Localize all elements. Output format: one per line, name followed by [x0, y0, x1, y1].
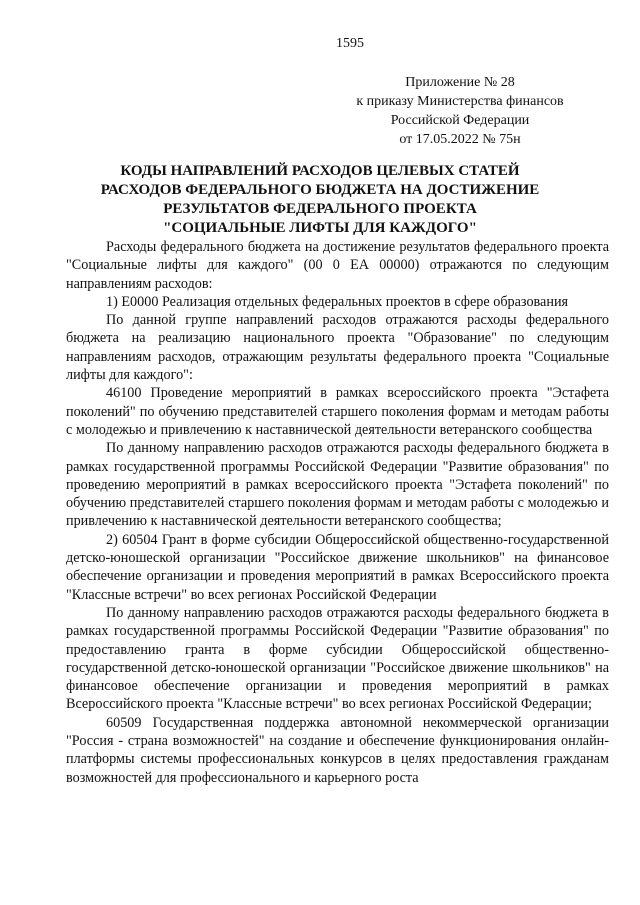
paragraph-60504-description: По данному направлению расходов отражаются расходы федерального бюджета в рамках государственной программы Российской Федерации "Развитие образования" по предоставлению гранта в форме субсидии Общероссийской общественно-государственной детско-юношеской организации "Российское движение школьников" на финансовое обеспечение организации и проведения мероприятий в рамках Всероссийского проекта "Классные встречи" во всех регионах Российской Федерации; — [66, 604, 609, 713]
paragraph-item-1: 1) Е0000 Реализация отдельных федеральных проектов в сфере образования — [106, 293, 569, 310]
annex-line-3: Российской Федерации — [390, 113, 530, 128]
annex-line-2: к приказу Министерства финансов — [356, 94, 564, 109]
document-title — [60, 162, 580, 238]
title-line-2: РАСХОДОВ ФЕДЕРАЛЬНОГО БЮДЖЕТА НА ДОСТИЖЕНИЕ — [100, 182, 540, 198]
paragraph-intro: Расходы федерального бюджета на достижение результатов федерального проекта "Социальные лифты для каждого" (00 0 ЕА 00000) отражаются по следующим направлениям расходов: — [66, 239, 609, 292]
paragraph-code-60509: 60509 Государственная поддержка автономной некоммерческой организации "Россия - страна возможностей" на создание и обеспечение функционирования онлайн-платформы системы профессиональных конкурсов в целях предоставления гражданам возможностей для профессионального и карьерного роста — [66, 714, 609, 786]
title-line-1: КОДЫ НАПРАВЛЕНИЙ РАСХОДОВ ЦЕЛЕВЫХ СТАТЕЙ — [120, 163, 520, 179]
document-body — [66, 238, 609, 787]
annex-line-1: Приложение № 28 — [405, 75, 515, 90]
annex-line-4: от 17.05.2022 № 75н — [399, 132, 521, 147]
title-line-3: РЕЗУЛЬТАТОВ ФЕДЕРАЛЬНОГО ПРОЕКТА — [163, 201, 477, 217]
paragraph-item-2: 2) 60504 Грант в форме субсидии Общероссийской общественно-государственной детско-юношеской организации "Российское движение школьников" на финансовое обеспечение организации и проведения мероприятий в рамках Всероссийского проекта "Классные встречи" во всех регионах Российской Федерации — [66, 531, 609, 603]
title-line-4: "СОЦИАЛЬНЫЕ ЛИФТЫ ДЛЯ КАЖДОГО" — [163, 220, 477, 236]
page-number: 1595 — [336, 36, 364, 51]
paragraph-46100-description: По данному направлению расходов отражаются расходы федерального бюджета в рамках государственной программы Российской Федерации "Развитие образования" по проведению мероприятий в рамках всероссийского проекта "Эстафета поколений" по обучению представителей старшего поколения формам и методам работы с молодежью и привлечению к наставнической деятельности ветеранского сообщества; — [66, 440, 609, 530]
paragraph-group-description: По данной группе направлений расходов отражаются расходы федерального бюджета на реализацию национального проекта "Образование" по следующим направлениям расходов, отражающим результаты федерального проекта "Социальные лифты для каждого": — [66, 312, 609, 384]
paragraph-code-46100: 46100 Проведение мероприятий в рамках всероссийского проекта "Эстафета поколений" по обучению представителей старшего поколения формам и методам работы с молодежью и привлечению к наставнической деятельности ветеранского сообщества — [66, 385, 609, 438]
annex-block — [330, 73, 590, 149]
